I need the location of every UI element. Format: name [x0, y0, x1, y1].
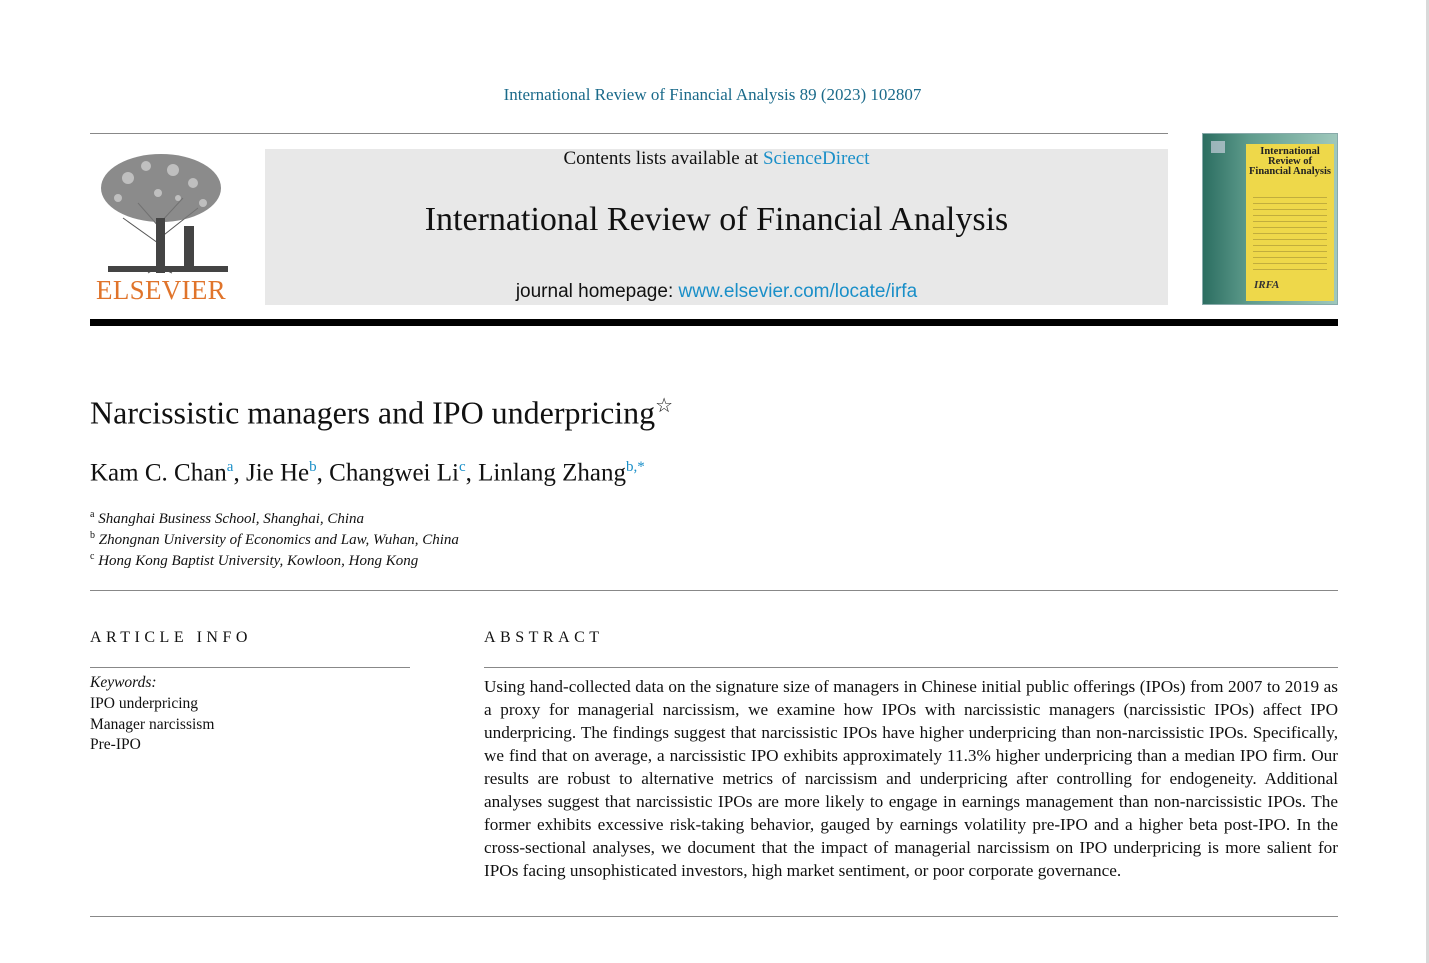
affiliation-text: Hong Kong Baptist University, Kowloon, Hong Kong [98, 553, 419, 569]
keyword-item: IPO underpricing [90, 695, 199, 712]
article-info-rule [90, 667, 410, 668]
sciencedirect-link[interactable]: ScienceDirect [762, 148, 870, 169]
contents-line [265, 149, 1168, 169]
keyword-item: Manager narcissism [90, 716, 215, 733]
abstract-heading: ABSTRACT [484, 629, 604, 646]
affiliation-item [90, 551, 418, 570]
abstract-rule [484, 667, 1338, 668]
keyword-item: Pre-IPO [90, 736, 141, 753]
author-separator: , [465, 459, 479, 487]
cover-abbr: IRFA [1254, 279, 1280, 291]
header-divider [90, 133, 1168, 134]
author-name[interactable]: Linlang Zhang [478, 459, 627, 487]
cover-contents-lines [1253, 192, 1327, 272]
cover-title: International Review of Financial Analysis [1249, 146, 1331, 177]
abstract-text: Using hand-collected data on the signature size of managers in Chinese initial public offerings (IPOs) from 2007 to 2019 as a proxy for managerial narcissism, we examine how IPOs with narcissistic managers (narcissistic IPOs) affect IPO underpricing. The findings suggest that narcissistic IPOs have higher underpricing than non-narcissistic IPOs. Specifically, we find that on average, a narcissistic IPO exhibits approximately 11.3% higher underpricing than a median IPO firm. Our results are robust to alternative metrics of narcissism and underpricing after controlling for endogeneity. Additional analyses suggest that narcissistic IPOs are more likely to engage in earnings management than non-narcissistic IPOs. The former exhibits excessive risk-taking behavior, gauged by earnings volatility pre-IPO and a higher beta post-IPO. In the cross-sectional analyses, we document that the impact of managerial narcissism on IPO underpricing is more salient for IPOs facing unsophisticated investors, high market sentiment, or poor corporate governance. [484, 677, 1338, 880]
author-name[interactable]: Kam C. Chan [90, 459, 227, 487]
section-divider [90, 590, 1338, 591]
cover-logo-mark [1211, 141, 1225, 153]
affiliation-mark: b [90, 530, 95, 541]
author-separator: , [316, 459, 330, 487]
contents-prefix: Contents lists available at [563, 148, 763, 169]
footer-divider [90, 916, 1338, 917]
article-info-heading: ARTICLE INFO [90, 629, 252, 646]
author-name[interactable]: Changwei Li [329, 459, 459, 487]
journal-citation-link[interactable]: International Review of Financial Analysis 89 (2023) 102807 [503, 85, 922, 104]
elsevier-wordmark: ELSEVIER [96, 275, 226, 305]
journal-banner [265, 149, 1168, 305]
keywords-label: Keywords: [90, 674, 157, 691]
author-list [90, 459, 645, 487]
journal-cover-thumbnail[interactable] [1202, 133, 1338, 305]
homepage-link[interactable]: www.elsevier.com/locate/irfa [678, 281, 918, 302]
author-affiliation-mark[interactable]: a [226, 459, 234, 475]
homepage-prefix: journal homepage: [515, 281, 679, 302]
affiliation-text: Shanghai Business School, Shanghai, China [98, 511, 365, 527]
article-title-text: Narcissistic managers and IPO underpricing [90, 394, 656, 431]
affiliation-mark: c [90, 551, 95, 562]
cover-label [1246, 144, 1334, 301]
author-name[interactable]: Jie He [245, 459, 310, 487]
author-affiliation-mark[interactable]: b,* [626, 459, 645, 475]
header-thick-rule [90, 319, 1338, 326]
elsevier-logo[interactable] [88, 148, 234, 308]
affiliation-text: Zhongnan University of Economics and Law, Wuhan, China [98, 532, 459, 548]
journal-title: International Review of Financial Analysis [424, 201, 1009, 238]
affiliation-item [90, 530, 459, 549]
author-affiliation-mark[interactable]: c [458, 459, 466, 475]
author-affiliation-mark[interactable]: b [309, 459, 317, 475]
affiliation-item [90, 509, 364, 528]
tree-icon [88, 148, 234, 276]
author-separator: , [233, 459, 246, 487]
title-footnote-star[interactable]: ☆ [655, 395, 674, 417]
article-title [90, 393, 673, 432]
affiliation-mark: a [90, 509, 95, 520]
homepage-line [265, 281, 1168, 303]
